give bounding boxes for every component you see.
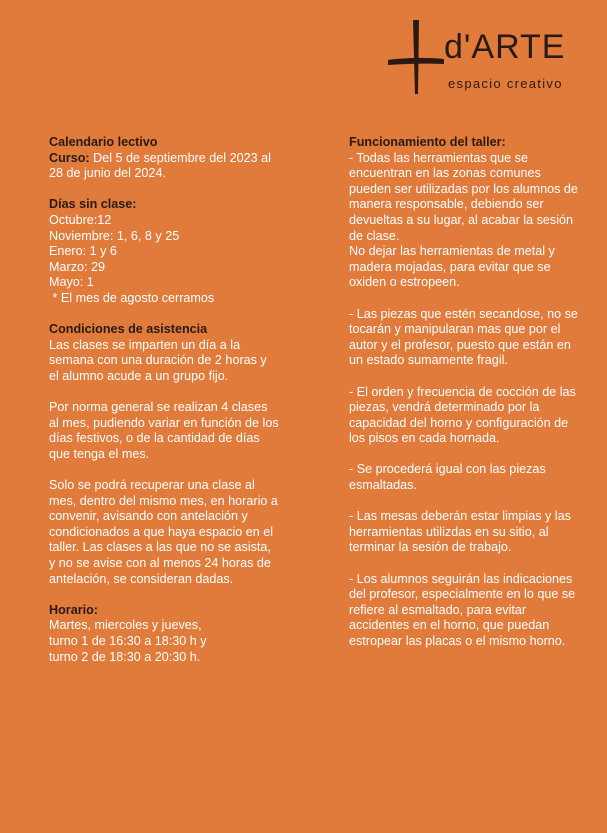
logo — [386, 18, 586, 98]
logo-brand: d'ARTE — [444, 28, 566, 66]
course-text: Del 5 de septiembre del 2023 al 28 de junio del 2024. — [49, 150, 271, 181]
workshop-heading: Funcionamiento del taller: — [349, 135, 506, 149]
course-label: Curso: — [49, 150, 90, 165]
schedule-text: Martes, miercoles y jueves, turno 1 de 16:30 a 18:30 h y turno 2 de 18:30 a 20:30 h. — [49, 618, 207, 664]
left-column — [49, 135, 279, 665]
schedule-heading: Horario: — [49, 602, 98, 617]
day-off-item: Marzo: 29 — [49, 259, 105, 274]
workshop-paragraph: - Se procederá igual con las piezas esmaltadas. — [349, 462, 546, 493]
day-off-item: Mayo: 1 — [49, 275, 94, 290]
conditions-paragraph: Las clases se imparten un día a la semana con una duración de 2 horas y el alumno acude a un grupo fijo. — [49, 337, 267, 383]
workshop-paragraph: - Las mesas deberán estar limpias y las herramientas utilizdas en su sitio, al terminar la sesión de trabajo. — [349, 509, 571, 555]
logo-tagline: espacio creativo — [448, 76, 563, 91]
workshop-paragraph: - Las piezas que estén secandose, no se tocarán y manipularan mas que por el autor y el profesor, puesto que están en un estado sumamente fragil. — [349, 306, 578, 368]
calendar-heading: Calendario lectivo — [49, 135, 158, 149]
workshop-paragraph: - El orden y frecuencia de cocción de las piezas, vendrá determinado por la capacidad del horno y configuración de los pisos en cada hornada. — [349, 384, 576, 446]
workshop-paragraph: - Todas las herramientas que se encuentran en las zonas comunes pueden ser utilizadas por los alumnos de manera responsable, debiendo ser devueltas a su lugar, al acabar la sesión de clase. No dejar las herramientas de metal y madera mojadas, para evitar que se oxiden o estropeen. — [349, 150, 578, 290]
day-off-item: Noviembre: 1, 6, 8 y 25 — [49, 228, 180, 243]
conditions-paragraph: Por norma general se realizan 4 clases al mes, pudiendo variar en función de los días festivos, o de la cantidad de días que tenga el mes. — [49, 400, 279, 461]
right-column — [349, 135, 584, 650]
cross-logo-icon — [386, 18, 446, 98]
conditions-paragraph: Solo se podrá recuperar una clase al mes, dentro del mismo mes, en horario a convenir, avisando con antelación y condicionados a que haya espacio en el taller. Las clases a las que no se asista, y no se avise con al menos 24 horas de antelación, se consideran dadas. — [49, 478, 278, 586]
day-off-item: * El mes de agosto cerramos — [49, 290, 215, 305]
conditions-heading: Condiciones de asistencia — [49, 322, 208, 337]
course-line — [49, 151, 279, 182]
day-off-item: Octubre:12 — [49, 212, 112, 227]
days-heading: Días sin clase: — [49, 197, 137, 212]
workshop-paragraph: - Los alumnos seguirán las indicaciones del profesor, especialmente en lo que se refiere al esmaltado, para evitar accidentes en el horno, que puedan estropear las placas o el mismo horno. — [349, 571, 576, 648]
day-off-item: Enero: 1 y 6 — [49, 244, 117, 259]
